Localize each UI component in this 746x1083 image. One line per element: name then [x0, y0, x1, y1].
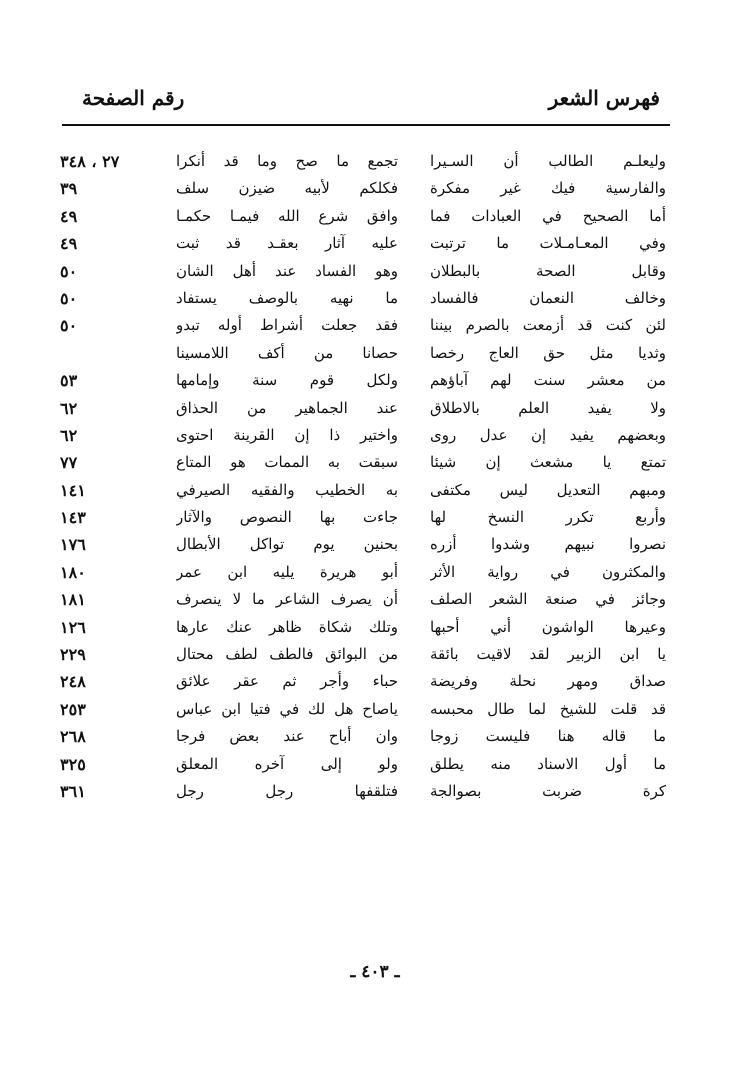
verse-second-hemistich: واختير ذا إن القرينة احتوى	[176, 425, 398, 444]
verse-page-numbers: ١٤٣	[60, 508, 86, 528]
verse-first-hemistich: وليعلـم الطالب أن السـيرا	[430, 152, 666, 170]
index-row	[60, 778, 670, 805]
index-row	[60, 723, 670, 750]
verse-first-hemistich: أما الصحيح في العبادات فما	[430, 206, 666, 225]
verse-first-hemistich: من معشر سنت لهم آباؤهم	[430, 371, 666, 390]
index-row	[60, 559, 670, 586]
verse-second-hemistich: تجمع ما صح وما قد أنكرا	[176, 152, 398, 170]
verse-second-hemistich: فكلكم لأبيه ضيزن سلف	[176, 179, 398, 198]
verse-second-hemistich: وان أباح عند بعض فرجا	[176, 727, 398, 746]
verse-first-hemistich: والمكثرون في رواية الأثر	[430, 562, 666, 581]
verse-first-hemistich: وأربع تكرر النسخ لها	[430, 508, 666, 527]
verse-first-hemistich: نصروا نبيهم وشدوا أزره	[430, 535, 666, 554]
index-row	[60, 367, 670, 394]
verse-page-numbers: ٢٧ ، ٣٤٨	[60, 152, 120, 171]
verse-first-hemistich: وجائز في صنعة الشعر الصلف	[430, 590, 666, 609]
verse-first-hemistich: وثديا مثل حق العاج رخصا	[430, 343, 666, 362]
verse-second-hemistich: وتلك شكاة ظاهر عنك عارها	[176, 617, 398, 636]
index-row	[60, 340, 670, 367]
verse-page-numbers: ١٤١	[60, 480, 86, 500]
verse-second-hemistich: ولكل قوم سنة وإمامها	[176, 371, 398, 390]
verse-page-numbers: ٥٠	[60, 316, 78, 336]
verse-second-hemistich: فتلقفها رجل رجل	[176, 781, 398, 800]
verse-second-hemistich: من البوائق فالطف لطف محتال	[176, 645, 398, 664]
verse-second-hemistich: ما نهيه بالوصف يستفاد	[176, 288, 398, 307]
verse-second-hemistich: ياصاح هل لك في فتيا ابن عباس	[176, 699, 398, 718]
index-row	[60, 395, 670, 422]
verse-page-numbers: ٢٢٩	[60, 645, 86, 665]
verse-first-hemistich: يا ابن الزبير لقد لاقيت بائقة	[430, 645, 666, 664]
verse-second-hemistich: وافق شرع الله فيمـا حكمـا	[176, 206, 398, 225]
index-row	[60, 641, 670, 668]
poetry-index-table	[60, 148, 670, 805]
verse-second-hemistich: ولو إلى آخره المعلق	[176, 754, 398, 773]
verse-page-numbers: ١٨١	[60, 590, 86, 610]
verse-page-numbers: ١٨٠	[60, 562, 86, 582]
verse-second-hemistich: جاءت بها النصوص والآثار	[176, 508, 398, 527]
index-row	[60, 696, 670, 723]
verse-page-numbers: ٦٢	[60, 398, 78, 418]
verse-page-numbers: ٤٩	[60, 206, 78, 226]
index-row	[60, 285, 670, 312]
verse-page-numbers: ١٢٦	[60, 617, 86, 637]
verse-first-hemistich: ومبهم التعديل ليس مكتفى	[430, 480, 666, 499]
verse-second-hemistich: عند الجماهير من الحذاق	[176, 398, 398, 417]
verse-first-hemistich: والفارسية فيك غير مفكرة	[430, 179, 666, 198]
verse-second-hemistich: بحنين يوم تواكل الأبطال	[176, 535, 398, 554]
verse-page-numbers: ٣٢٥	[60, 754, 86, 774]
verse-second-hemistich: فقد جعلت أشراط أوله تبدو	[176, 316, 398, 335]
index-row	[60, 422, 670, 449]
index-row	[60, 504, 670, 531]
verse-page-numbers: ١٧٦	[60, 535, 86, 555]
verse-page-numbers: ٣٩	[60, 179, 78, 199]
verse-page-numbers: ٣٦١	[60, 781, 86, 801]
index-row	[60, 614, 670, 641]
header-rule	[62, 124, 670, 126]
verse-second-hemistich: عليه آثار بعقـد قد ثبت	[176, 234, 398, 253]
index-row	[60, 203, 670, 230]
verse-second-hemistich: وهو الفساد عند أهل الشان	[176, 261, 398, 280]
verse-page-numbers	[60, 340, 152, 367]
index-row	[60, 258, 670, 285]
verse-second-hemistich: سبقت به الممات هو المتاع	[176, 453, 398, 472]
index-row	[60, 751, 670, 778]
index-row	[60, 668, 670, 695]
verse-page-numbers: ٢٤٨	[60, 672, 86, 692]
verse-page-numbers: ٥٣	[60, 371, 78, 391]
verse-second-hemistich: أن يصرف الشاعر ما لا ينصرف	[176, 590, 398, 609]
verse-first-hemistich: وبعضهم يفيد إن عدل روى	[430, 425, 666, 444]
verse-page-numbers: ٢٥٣	[60, 699, 86, 719]
index-row	[60, 175, 670, 202]
verse-page-numbers: ٧٧	[60, 453, 78, 473]
verse-second-hemistich: حصانا من أكف اللامسينا	[176, 343, 398, 362]
page-number: ـ ٤٠٣ ـ	[350, 962, 400, 982]
index-row	[60, 586, 670, 613]
verse-first-hemistich: تمتع يا مشعث إن شيئا	[430, 453, 666, 472]
verse-page-numbers: ٦٢	[60, 425, 78, 445]
verse-first-hemistich: وعيرها الواشون أني أحبها	[430, 617, 666, 636]
header-title: فهرس الشعر	[548, 86, 660, 110]
verse-first-hemistich: ولا يفيد العلم بالاطلاق	[430, 398, 666, 417]
verse-first-hemistich: لئن كنت قد أزمعت بالصرم بيننا	[430, 316, 666, 335]
index-row	[60, 531, 670, 558]
verse-page-numbers: ٥٠	[60, 288, 78, 308]
verse-first-hemistich: وخالف النعمان فالفساد	[430, 288, 666, 307]
verse-first-hemistich: ما أول الاسناد منه يطلق	[430, 754, 666, 773]
verse-second-hemistich: أبو هريرة يليه ابن عمر	[176, 562, 398, 581]
verse-page-numbers: ٢٦٨	[60, 727, 86, 747]
verse-page-numbers: ٤٩	[60, 234, 78, 254]
verse-first-hemistich: صداق ومهر نحلة وفريضة	[430, 672, 666, 691]
page-number-column-label: رقم الصفحة	[82, 86, 185, 110]
verse-second-hemistich: به الخطيب والفقيه الصيرفي	[176, 480, 398, 499]
verse-first-hemistich: وقابل الصحة بالبطلان	[430, 261, 666, 280]
verse-page-numbers: ٥٠	[60, 261, 78, 281]
index-row	[60, 148, 670, 175]
index-row	[60, 230, 670, 257]
verse-first-hemistich: قد قلت للشيخ لما طال محبسه	[430, 699, 666, 718]
index-row	[60, 312, 670, 339]
verse-second-hemistich: حباء وأجر ثم عقر علائق	[176, 672, 398, 691]
index-row	[60, 477, 670, 504]
index-row	[60, 449, 670, 476]
verse-first-hemistich: وفي المعـامـلات ما ترتبت	[430, 234, 666, 253]
verse-first-hemistich: ما قاله هنا فليست زوجا	[430, 727, 666, 746]
verse-first-hemistich: كرة ضربت بصوالجة	[430, 781, 666, 800]
